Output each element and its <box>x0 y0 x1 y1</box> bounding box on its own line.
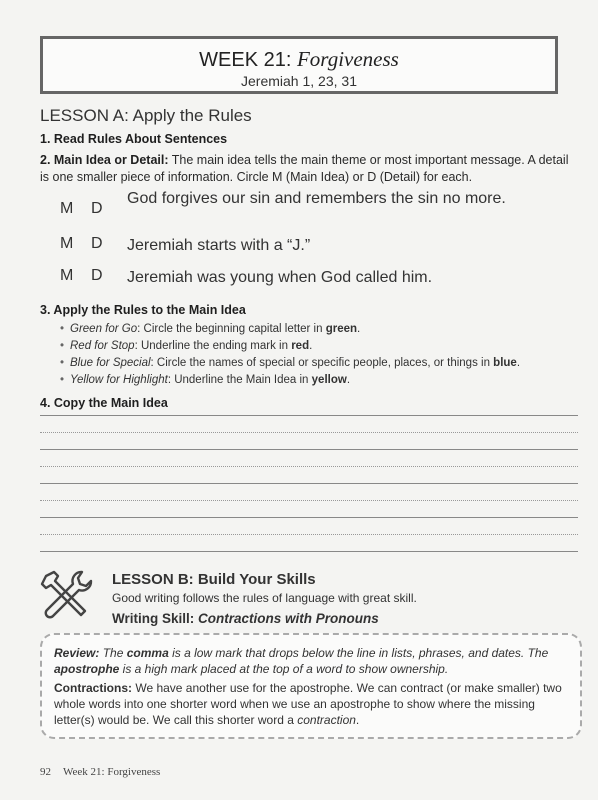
step-1: 1. Read Rules About Sentences <box>40 132 228 146</box>
review-box <box>40 633 582 739</box>
week-subtitle: Forgiveness <box>296 47 399 71</box>
scripture-reference: Jeremiah 1, 23, 31 <box>241 73 357 89</box>
detail-choice[interactable]: D <box>91 200 103 217</box>
step-2-text: The main idea tells the main theme or most important message. A detail is one smaller piece of information. Circle M (Main Idea) or D (Detail) for each. <box>40 153 569 184</box>
writing-line[interactable] <box>40 446 578 480</box>
footer-text: Week 21: Forgiveness <box>63 766 161 778</box>
writing-line[interactable] <box>40 514 578 548</box>
step-2-label: 2. Main Idea or Detail: <box>40 153 169 167</box>
writing-line[interactable] <box>40 480 578 514</box>
writing-skill-heading: Writing Skill: Contractions with Pronouns <box>112 611 379 626</box>
rule-item: • Red for Stop: Underline the ending mark in red. <box>60 338 580 355</box>
step-2 <box>40 152 580 186</box>
review-text: Review: The comma is a low mark that drops below the line in lists, phrases, and dates. The apostrophe is a high mark placed at the top of a word to show ownership. <box>54 646 549 676</box>
lesson-b-title: LESSON B: Build Your Skills <box>112 571 316 588</box>
main-idea-choice[interactable]: M <box>60 235 74 252</box>
page-number: 92 <box>40 766 51 778</box>
week-label: WEEK 21: <box>199 49 297 71</box>
rule-item: • Green for Go: Circle the beginning capital letter in green. <box>60 321 580 338</box>
week-title <box>43 47 555 72</box>
md-item-text: Jeremiah starts with a “J.” <box>127 237 311 254</box>
writing-line[interactable] <box>40 412 578 446</box>
rule-item: • Yellow for Highlight: Underline the Main Idea in yellow. <box>60 372 580 389</box>
detail-choice[interactable]: D <box>91 267 103 284</box>
md-item-text: Jeremiah was young when God called him. <box>127 269 433 286</box>
main-idea-choice[interactable]: M <box>60 200 74 217</box>
lesson-a-title: LESSON A: Apply the Rules <box>40 106 252 125</box>
md-item-text: God forgives our sin and remembers the sin no more. <box>127 190 506 207</box>
week-header-box <box>40 36 558 94</box>
step-4: 4. Copy the Main Idea <box>40 396 168 410</box>
lesson-b-subtitle: Good writing follows the rules of language with great skill. <box>112 591 417 605</box>
step-3: 3. Apply the Rules to the Main Idea <box>40 303 246 317</box>
page-footer <box>40 766 160 778</box>
contractions-text: Contractions: We have another use for the apostrophe. We can contract (or make smaller) two whole words into one shorter word when we use an apostrophe to show where the missing letter(s) would be. We call this shorter word a contraction. <box>54 681 562 727</box>
handwriting-area[interactable] <box>40 412 578 582</box>
rules-list <box>60 321 580 389</box>
writing-skill-name: Contractions with Pronouns <box>198 611 379 626</box>
rule-item: • Blue for Special: Circle the names of special or specific people, places, or things in blue. <box>60 355 580 372</box>
main-idea-choice[interactable]: M <box>60 267 74 284</box>
detail-choice[interactable]: D <box>91 235 103 252</box>
hammer-wrench-icon <box>38 566 98 626</box>
